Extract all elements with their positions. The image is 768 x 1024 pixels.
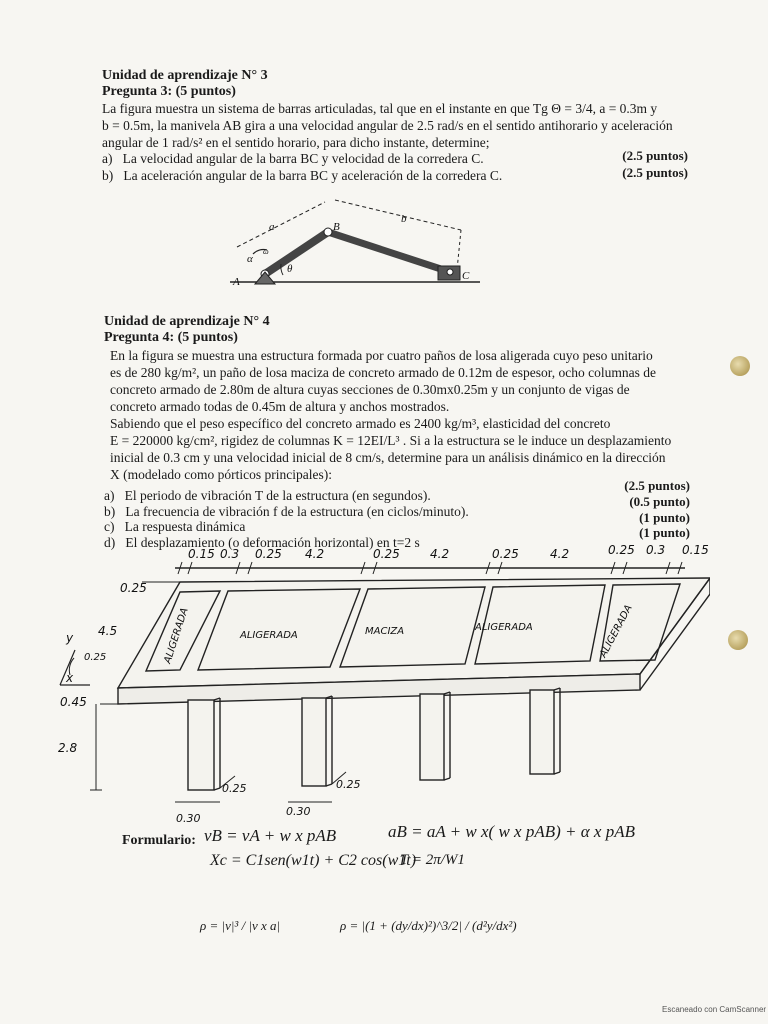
- item-label: c): [104, 519, 115, 534]
- top-dim-4: 4.2: [305, 547, 325, 561]
- left-dim-3: 0.25: [84, 652, 107, 663]
- unit4-line-5: Sabiendo que el peso específico del concreto armado es 2400 kg/m³, elasticidad del concreto: [110, 416, 611, 431]
- panel-label-5: ALIGERADA: [597, 603, 635, 660]
- unit4-statement: [110, 347, 692, 483]
- panel-label-4: ALIGERADA: [475, 622, 533, 633]
- label-alpha: α: [247, 253, 253, 265]
- pin-b: [324, 228, 332, 236]
- bar-bc: [328, 232, 450, 272]
- formula-rho-1: ρ = |v|³ / |v x a|: [200, 918, 281, 933]
- item-label: b): [102, 168, 114, 183]
- top-dim-3: 0.25: [255, 547, 282, 561]
- unit4-line-3: concreto armado de 2.80m de altura cuyas secciones de 0.30mx0.25m y un conjunto de vigas de: [110, 382, 630, 397]
- unit4-line-1: En la figura se muestra una estructura formada por cuatro paños de losa aligerada cuyo peso unitario: [110, 348, 653, 363]
- unit3-points-a: (2.5 puntos): [622, 148, 688, 163]
- top-dim-7: 0.25: [492, 547, 519, 561]
- bar-ab: [265, 232, 328, 274]
- panel-label-1: ALIGERADA: [162, 606, 191, 665]
- column-1: [188, 700, 214, 790]
- label-theta: θ: [287, 263, 293, 275]
- item-text: La velocidad angular de la barra BC y velocidad de la corredera C.: [122, 151, 484, 166]
- unit4-line-8: X (modelado como pórticos principales):: [110, 467, 332, 482]
- item-label: d): [104, 535, 116, 550]
- label-b: b: [401, 213, 407, 225]
- unit4-line-6: E = 220000 kg/cm², rigidez de columnas K = 12EI/L³ . Si a la estructura se le induce un desplazamiento: [110, 433, 672, 448]
- unit3-item-b: [102, 168, 502, 184]
- unit4-heading: Unidad de aprendizaje N° 4: [104, 314, 270, 329]
- top-dim-5: 0.25: [373, 547, 400, 561]
- bottom-dim-4: 0.30: [286, 805, 311, 818]
- bottom-dim-2: 0.25: [336, 778, 361, 791]
- column-3: [420, 694, 444, 780]
- bottom-dim-3: 0.30: [176, 812, 201, 825]
- unit3-question: Pregunta 3: (5 puntos): [102, 84, 236, 99]
- left-dim-2: 4.5: [98, 624, 118, 638]
- panel-label-2: ALIGERADA: [240, 630, 298, 641]
- top-dim-8: 4.2: [550, 547, 570, 561]
- unit3-line-2: b = 0.5m, la manivela AB gira a una velocidad angular de 2.5 rad/s en el sentido antihorario y aceleración: [102, 118, 673, 133]
- linkage-figure: [225, 192, 490, 297]
- formula-xc: Xc = C1sen(w1t) + C2 cos(w1t): [210, 852, 417, 869]
- item-text: La aceleración angular de la barra BC y aceleración de la corredera C.: [123, 168, 503, 183]
- formulario-label: Formulario:: [122, 833, 196, 848]
- item-text: La frecuencia de vibración f de la estructura (en ciclos/minuto).: [125, 504, 469, 519]
- item-label: a): [104, 488, 115, 503]
- unit4-points-c: (1 punto): [639, 510, 690, 525]
- top-dim-10: 0.3: [646, 543, 666, 557]
- structure-figure: [30, 540, 710, 830]
- unit4-item-b: [104, 504, 469, 520]
- top-dim-2: 0.3: [220, 547, 240, 561]
- binder-hole-bottom: [728, 630, 748, 650]
- column-4: [530, 690, 554, 774]
- unit4-line-7: inicial de 0.3 cm y una velocidad inicial de 8 cm/s, determine para un análisis dinámico en la dirección: [110, 450, 666, 465]
- formula-period: T = 2π/W1: [400, 852, 465, 868]
- binder-hole-top: [730, 356, 750, 376]
- axis-x-label: x: [66, 671, 74, 685]
- unit4-item-a: [104, 488, 431, 504]
- pin-c: [447, 269, 453, 275]
- item-text: El desplazamiento (o deformación horizontal) en t=2 s: [125, 535, 420, 550]
- label-omega: ω: [263, 247, 269, 256]
- unit3-heading: Unidad de aprendizaje N° 3: [102, 68, 268, 83]
- bottom-dim-1: 0.25: [222, 782, 247, 795]
- axis-y-label: y: [66, 631, 74, 645]
- item-label: b): [104, 504, 116, 519]
- formula-vb: vB = vA + w x pAB: [204, 826, 337, 845]
- unit4-points-b: (0.5 punto): [629, 494, 690, 509]
- scanner-watermark: Escaneado con CamScanner: [662, 1005, 767, 1014]
- top-dim-1: 0.15: [188, 547, 215, 561]
- item-text: La respuesta dinámica: [124, 519, 246, 534]
- label-B: B: [333, 221, 340, 233]
- unit3-statement: [102, 100, 702, 151]
- item-text: El periodo de vibración T de la estructura (en segundos).: [124, 488, 431, 503]
- dim-b-ext: [457, 230, 461, 270]
- unit4-points-a: (2.5 puntos): [624, 478, 690, 493]
- label-A: A: [233, 276, 240, 288]
- left-dim-4: 0.45: [60, 695, 87, 709]
- item-label: a): [102, 151, 113, 166]
- column-2: [302, 698, 326, 786]
- unit4-question: Pregunta 4: (5 puntos): [104, 330, 238, 345]
- left-dim-1: 0.25: [120, 581, 147, 595]
- unit3-points-b: (2.5 puntos): [622, 165, 688, 180]
- formula-rho-2: ρ = |(1 + (dy/dx)²)^3/2| / (d²y/dx²): [340, 918, 517, 933]
- unit4-points-d: (1 punto): [639, 525, 690, 540]
- top-dim-6: 4.2: [430, 547, 450, 561]
- top-dim-11: 0.15: [682, 543, 709, 557]
- top-dim-9: 0.25: [608, 543, 635, 557]
- unit3-line-1: La figura muestra un sistema de barras articuladas, tal que en el instante en que Tg Θ = 3/4, a = 0.3m y: [102, 101, 658, 116]
- label-a: a: [269, 221, 275, 233]
- unit3-item-a: [102, 151, 484, 167]
- panel-label-3: MACIZA: [365, 626, 405, 637]
- unit4-line-4: concreto armado todas de 0.45m de altura y anchos mostrados.: [110, 399, 450, 414]
- unit3-line-3: angular de 1 rad/s² en el sentido horario, para dicho instante, determine;: [102, 135, 490, 150]
- unit4-item-c: [104, 519, 245, 535]
- label-C: C: [462, 270, 470, 282]
- unit4-line-2: es de 280 kg/m², un paño de losa maciza de concreto armado de 0.12m de espesor, ocho columnas de: [110, 365, 656, 380]
- formula-ab: aB = aA + w x( w x pAB) + α x pAB: [388, 822, 635, 841]
- left-dim-5: 2.8: [58, 741, 78, 755]
- dim-b-line: [335, 200, 461, 230]
